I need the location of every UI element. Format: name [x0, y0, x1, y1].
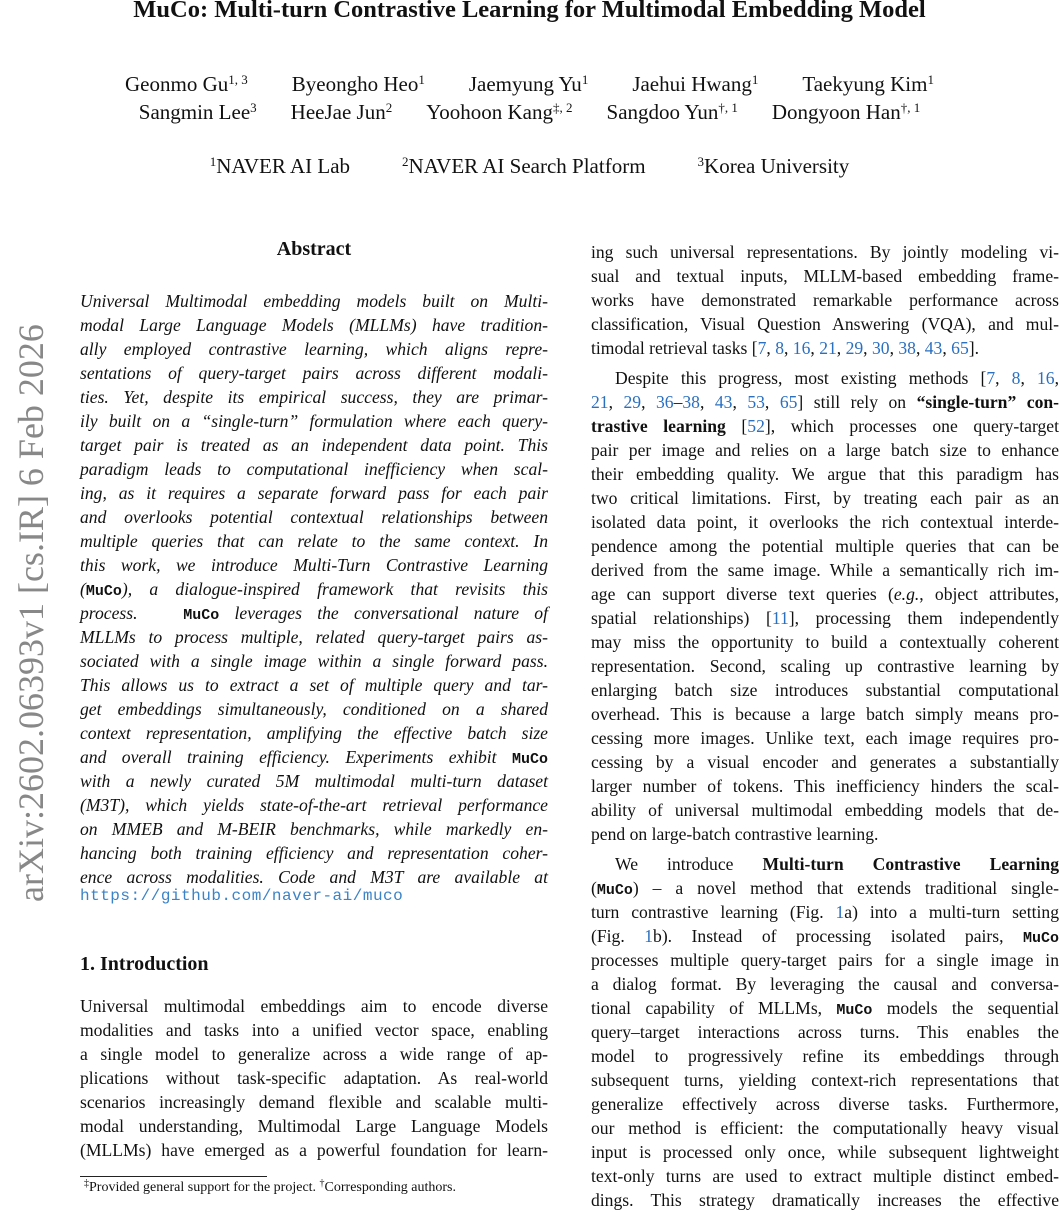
abstract-line: ence across modalities. Code and M3T are available at: [80, 867, 548, 887]
intro-line: modal understanding, Multimodal Large Language Models: [80, 1116, 548, 1136]
abstract-line: with a newly curated 5M multimodal multi-turn dataset: [80, 771, 548, 791]
arxiv-stamp: arXiv:2602.06393v1 [cs.IR] 6 Feb 2026: [11, 324, 51, 902]
citation-link[interactable]: 30: [871, 338, 890, 358]
citation-link[interactable]: 7: [986, 368, 996, 388]
figure-link[interactable]: 1: [644, 926, 654, 946]
intro-line: scenarios increasingly demand flexible and scalable multi-: [80, 1092, 548, 1112]
citation-link[interactable]: 21: [591, 392, 609, 412]
author-row-1: [0, 72, 1059, 97]
abstract-heading: Abstract: [276, 238, 352, 260]
intro-line: ing such universal representations. By jointly modeling vi-: [591, 242, 1059, 262]
abstract-line: paradigm leads to computational inefficiency when scal-: [80, 459, 548, 479]
citation-link[interactable]: 8: [775, 338, 784, 358]
intro-line: larger number of tokens. This inefficiency hinders the scal-: [591, 776, 1059, 796]
intro-line: subsequent turns, yielding context-rich representations that: [591, 1070, 1059, 1090]
intro-line: pair per image and relies on a large batch size to enhance: [591, 440, 1059, 460]
citation-link[interactable]: 16: [1037, 368, 1055, 388]
code-link[interactable]: https://github.com/naver-ai/muco: [80, 887, 404, 905]
intro-line: (Fig. 1b). Instead of processing isolated pairs, MuCo: [591, 926, 1059, 947]
author-name: Taekyung Kim$^1$: [802, 72, 934, 96]
intro-line: two critical limitations. First, by treating each pair as an: [591, 488, 1059, 508]
intro-line: classification, Visual Question Answering (VQA), and mul-: [591, 314, 1059, 334]
intro-line: turn contrastive learning (Fig. 1a) into a multi-turn setting: [591, 902, 1059, 922]
citation-link[interactable]: 7: [757, 338, 767, 358]
footnote-rule: [80, 1176, 267, 1177]
intro-line: our method is efficient: the computationally heavy visual: [591, 1118, 1059, 1138]
citation-link[interactable]: 29: [623, 392, 642, 412]
intro-line: text-only turns are used to extract multiple distinct embed-: [591, 1166, 1059, 1186]
citation-link[interactable]: 52: [747, 416, 765, 436]
intro-line: (MLLMs) have emerged as a powerful foundation for learn-: [80, 1140, 548, 1160]
author-name: Geonmo Gu$^{1, 3}$: [125, 72, 248, 96]
abstract-line: context representation, amplifying the effective batch size: [80, 723, 548, 743]
intro-line: spatial relationships) [11], processing them independently: [591, 608, 1059, 628]
author-name: Sangmin Lee$^3$: [138, 100, 257, 124]
abstract-line: target pair is treated as an independent data point. This: [80, 435, 548, 455]
intro-line: plications without task-specific adaptation. As real-world: [80, 1068, 548, 1088]
abstract-line: on MMEB and M-BEIR benchmarks, while markedly en-: [80, 819, 548, 839]
method-name: MuCo: [183, 607, 220, 624]
intro-line: generalize effectively across diverse tasks. Furthermore,: [591, 1094, 1059, 1114]
abstract-line: ties. Yet, despite its empirical success, they are primar-: [80, 387, 548, 407]
abstract-line: get embeddings simultaneously, conditioned on a shared: [80, 699, 548, 719]
figure-link[interactable]: 1: [835, 902, 845, 922]
abstract-line: and overall training efficiency. Experiments exhibit MuCo: [80, 747, 548, 768]
intro-line: trastive learning [52], which processes one query-target: [591, 416, 1059, 436]
author-name: Dongyoon Han$^{\dagger, 1}$: [771, 100, 921, 124]
citation-link[interactable]: 8: [1011, 368, 1021, 388]
intro-line: a single model to generalize across a wide range of ap-: [80, 1044, 548, 1064]
citation-link[interactable]: 53: [747, 392, 765, 412]
abstract-line: ally employed contrastive learning, which aligns repre-: [80, 339, 548, 359]
intro-line: ability of universal multimodal embedding models that de-: [591, 800, 1059, 820]
method-name: MuCo: [85, 583, 122, 600]
citation-link[interactable]: 65: [951, 338, 969, 358]
intro-line: We introduce Multi-turn Contrastive Learning: [615, 854, 1059, 874]
intro-line: their embedding quality. We argue that this paradigm has: [591, 464, 1059, 484]
intro-line: overhead. This is because a large batch simply means pro-: [591, 704, 1059, 724]
abstract-line: hancing both training efficiency and representation coher-: [80, 843, 548, 863]
affiliation: $^1$NAVER AI Lab: [209, 154, 351, 178]
method-name: MuCo: [596, 882, 633, 899]
affiliations: [0, 154, 1059, 179]
abstract-line: this work, we introduce Multi-Turn Contrastive Learning: [80, 555, 548, 575]
affiliation: $^2$NAVER AI Search Platform: [402, 154, 646, 178]
citation-link[interactable]: 38: [682, 392, 700, 412]
intro-line: derived from the same image. While a semantically rich im-: [591, 560, 1059, 580]
citation-link[interactable]: 29: [845, 338, 864, 358]
paper-title: MuCo: Multi-turn Contrastive Learning for Multimodal Embedding Model: [133, 0, 926, 23]
intro-line: enlarging batch size introduces substantial computational: [591, 680, 1059, 700]
author-name: HeeJae Jun$^2$: [290, 100, 393, 124]
citation-link[interactable]: 43: [924, 338, 943, 358]
abstract-line: Universal Multimodal embedding models built on Multi-: [80, 291, 548, 311]
intro-line: cessing more images. Unlike text, each image requires pro-: [591, 728, 1059, 748]
abstract-line: sociated with a single image within a single forward pass.: [80, 651, 548, 671]
intro-line: input is processed only once, while subsequent lightweight: [591, 1142, 1059, 1162]
intro-line: query–target interactions across turns. This enables the: [591, 1022, 1059, 1042]
abstract-line: This allows us to extract a set of multiple query and tar-: [80, 675, 548, 695]
intro-line: dings. This strategy dramatically increases the effective: [591, 1190, 1059, 1210]
abstract-line: process. MuCo leverages the conversational nature of: [80, 603, 548, 624]
method-name: MuCo: [1022, 930, 1059, 947]
abstract-line: modal Large Language Models (MLLMs) have tradition-: [80, 315, 548, 335]
intro-line: model to progressively refine its embeddings through: [591, 1046, 1059, 1066]
author-name: Jaemyung Yu$^1$: [468, 72, 589, 96]
author-row-2: [0, 100, 1059, 125]
citation-link[interactable]: 38: [898, 338, 916, 358]
intro-line: age can support diverse text queries (e.g., object attributes,: [591, 584, 1059, 604]
abstract-line: sentations of query-target pairs across different modali-: [80, 363, 548, 383]
method-name: MuCo: [836, 1002, 873, 1019]
intro-line: Despite this progress, most existing methods [7, 8, 16,: [615, 368, 1059, 388]
author-name: Yoohoon Kang$^{\ddagger, 2}$: [426, 100, 573, 124]
citation-link[interactable]: 43: [714, 392, 733, 412]
author-name: Byeongho Heo$^1$: [291, 72, 425, 96]
method-name: MuCo: [511, 751, 548, 768]
citation-link[interactable]: 16: [792, 338, 811, 358]
citation-link[interactable]: 36: [655, 392, 674, 412]
abstract-line: ing, as it requires a separate forward pass for each pair: [80, 483, 548, 503]
intro-line: isolated data point, it overlooks the rich contextual interde-: [591, 512, 1059, 532]
intro-line: modalities and tasks into a unified vector space, enabling: [80, 1020, 548, 1040]
intro-line: sual and textual inputs, MLLM-based embedding frame-: [591, 266, 1059, 286]
intro-line: tional capability of MLLMs, MuCo models the sequential: [591, 998, 1059, 1019]
citation-link[interactable]: 65: [779, 392, 798, 412]
footnote: ‡Provided general support for the project. †Corresponding authors.: [84, 1178, 456, 1195]
intro-line: (MuCo) – a novel method that extends traditional single-: [591, 878, 1059, 899]
intro-line: representation. Second, scaling up contrastive learning by: [591, 656, 1059, 676]
author-name: Sangdoo Yun$^{\dagger, 1}$: [606, 100, 738, 124]
intro-line: processes multiple query-target pairs for a single image in: [591, 950, 1059, 970]
intro-line: pendence among the potential multiple queries that can be: [591, 536, 1059, 556]
author-name: Jaehui Hwang$^1$: [632, 72, 759, 96]
citation-link[interactable]: 21: [819, 338, 837, 358]
abstract-line: MLLMs to process multiple, related query-target pairs as-: [80, 627, 548, 647]
intro-line: cessing by a visual encoder and generates a substantially: [591, 752, 1059, 772]
intro-line: Universal multimodal embeddings aim to encode diverse: [80, 996, 548, 1016]
affiliation: $^3$Korea University: [697, 154, 850, 178]
intro-line: 21, 29, 36–38, 43, 53, 65] still rely on “single-turn” con-: [591, 392, 1059, 412]
citation-link[interactable]: 11: [771, 608, 789, 628]
intro-line: timodal retrieval tasks [7, 8, 16, 21, 29, 30, 38, 43, 65].: [591, 338, 979, 358]
abstract-line: and overlooks potential contextual relationships between: [80, 507, 548, 527]
abstract-line: multiple queries that can relate to the same context. In: [80, 531, 548, 551]
abstract-line: (M3T), which yields state-of-the-art retrieval performance: [80, 795, 548, 815]
section-heading-introduction: 1. Introduction: [80, 953, 209, 975]
intro-line: pend on large-batch contrastive learning.: [591, 824, 879, 844]
abstract-line: (MuCo), a dialogue-inspired framework that revisits this: [80, 579, 548, 600]
abstract-line: ily built on a “single-turn” formulation where each query-: [80, 411, 548, 431]
intro-line: a dialog format. By leveraging the causal and conversa-: [591, 974, 1059, 994]
intro-line: works have demonstrated remarkable performance across: [591, 290, 1059, 310]
intro-line: may miss the opportunity to build a contextually coherent: [591, 632, 1059, 652]
